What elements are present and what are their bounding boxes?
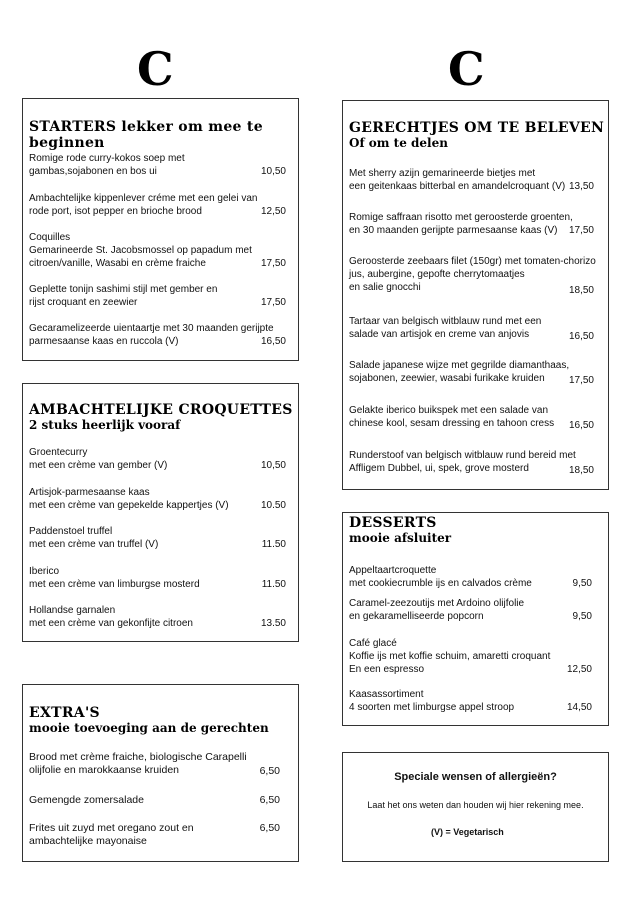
- dessert-item: Kaasassortiment 4 soorten met limburgse appel stroop: [349, 689, 515, 713]
- starter-price: 17,50: [260, 297, 286, 308]
- logo-left: C: [137, 42, 174, 96]
- dessert-price: 9,50: [572, 578, 592, 589]
- desserts-subtitle: mooie afsluiter: [349, 531, 452, 545]
- croquette-item: Groentecurry met een crème van gember (V): [29, 447, 168, 471]
- croquette-price: 10,50: [260, 460, 286, 471]
- extra-price: 6,50: [259, 765, 280, 777]
- extras-title: EXTRA'S: [29, 705, 100, 721]
- starters-title: STARTERS lekker om mee te beginnen: [29, 119, 263, 151]
- desserts-title: DESSERTS: [349, 515, 437, 531]
- gerecht-price: 13,50: [568, 181, 594, 192]
- starter-item: Ambachtelijke kippenlever créme met een gelei van rode port, isot pepper en brioche brood: [29, 193, 258, 217]
- note-text: Laat het ons weten dan houden wij hier rekening mee.: [367, 800, 584, 810]
- extra-price: 6,50: [259, 794, 280, 806]
- gerecht-item: Gelakte iberico buikspek met een salade van chinese kool, sesam dressing en tahoon cress: [349, 405, 555, 429]
- dessert-item: Appeltaartcroquette met cookiecrumble ijs en calvados crème: [349, 565, 532, 589]
- allergy-note: [342, 752, 609, 862]
- extras-subtitle: mooie toevoeging aan de gerechten: [29, 721, 269, 735]
- croquette-item: Iberico met een crème van limburgse mosterd: [29, 566, 200, 590]
- croquette-price: 11.50: [261, 579, 286, 590]
- gerechtjes-subtitle: Of om te delen: [349, 136, 448, 150]
- croquette-price: 13.50: [260, 618, 286, 629]
- dessert-item: Caramel-zeezoutijs met Ardoino olijfolie en gekaramelliseerde popcorn: [349, 598, 525, 622]
- croquette-price: 10.50: [260, 500, 286, 511]
- starter-item: Geplette tonijn sashimi stijl met gember en rijst croquant en zeewier: [29, 284, 218, 308]
- note-title: Speciale wensen of allergieën?: [394, 771, 557, 783]
- gerecht-item: Met sherry azijn gemarineerde bietjes met een geitenkaas bitterbal en amandelcroquant (V): [349, 168, 566, 192]
- croquette-item: Hollandse garnalen met een crème van gekonfijte citroen: [29, 605, 193, 629]
- desserts-section: [342, 512, 609, 726]
- dessert-item: Café glacé Koffie ijs met koffie schuim, amaretti croquant En een espresso: [349, 638, 551, 675]
- gerecht-item: Tartaar van belgisch witblauw rund met een salade van artisjok en creme van anjovis: [349, 316, 542, 340]
- starters-section: [22, 98, 299, 361]
- starter-item: Romige rode curry-kokos soep met gambas,sojabonen en bos ui: [29, 153, 185, 177]
- gerecht-price: 18,50: [568, 465, 594, 476]
- gerecht-price: 17,50: [568, 225, 594, 236]
- dessert-price: 14,50: [566, 702, 592, 713]
- croquettes-subtitle: 2 stuks heerlijk vooraf: [29, 418, 181, 432]
- starter-item: Coquilles Gemarineerde St. Jacobsmossel op papadum met citroen/vanille, Wasabi en crème fraiche: [29, 232, 252, 269]
- gerecht-item: Salade japanese wijze met gegrilde diamanthaas, sojabonen, zeewier, wasabi furikake kruiden: [349, 360, 570, 384]
- extra-price: 6,50: [259, 822, 280, 834]
- dessert-price: 12,50: [566, 664, 592, 675]
- starter-item: Gecaramelizeerde uientaartje met 30 maanden gerijpte parmesaanse kaas en ruccola (V): [29, 323, 274, 347]
- gerecht-price: 18,50: [568, 285, 594, 296]
- gerecht-item: Runderstoof van belgisch witblauw rund bereid met Affligem Dubbel, ui, spek, grove mosterd: [349, 450, 576, 474]
- croquette-price: 11.50: [261, 539, 286, 550]
- starter-price: 12,50: [260, 206, 286, 217]
- vegetarian-legend: (V) = Vegetarisch: [431, 827, 504, 837]
- gerechtjes-title: GERECHTJES OM TE BELEVEN: [349, 120, 605, 136]
- logo-right: C: [448, 42, 485, 96]
- croquettes-section: [22, 383, 299, 642]
- starter-price: 10,50: [260, 166, 286, 177]
- gerecht-item: Romige saffraan risotto met geroosterde groenten, en 30 maanden gerijpte parmesaanse kaas (V): [349, 212, 573, 236]
- starter-price: 17,50: [260, 258, 286, 269]
- extra-item: Brood met crème fraiche, biologische Carapelli olijfolie en marokkaanse kruiden: [29, 751, 247, 776]
- croquettes-title: AMBACHTELIJKE CROQUETTES: [29, 402, 293, 418]
- extra-item: Gemengde zomersalade: [29, 794, 144, 806]
- croquette-item: Artisjok-parmesaanse kaas met een crème van gepekelde kappertjes (V): [29, 487, 229, 511]
- dessert-price: 9,50: [572, 611, 592, 622]
- gerecht-price: 17,50: [568, 375, 594, 386]
- gerecht-price: 16,50: [568, 420, 594, 431]
- starter-price: 16,50: [260, 336, 286, 347]
- extra-item: Frites uit zuyd met oregano zout en ambachtelijke mayonaise: [29, 822, 194, 847]
- extras-section: [22, 684, 299, 862]
- gerecht-price: 16,50: [568, 331, 594, 342]
- gerechtjes-section: [342, 100, 609, 490]
- croquette-item: Paddenstoel truffel met een crème van truffel (V): [29, 526, 159, 550]
- gerecht-item: Geroosterde zeebaars filet (150gr) met tomaten-chorizo jus, aubergine, gepofte cherrytomaatjes en salie gnocchi: [349, 256, 596, 293]
